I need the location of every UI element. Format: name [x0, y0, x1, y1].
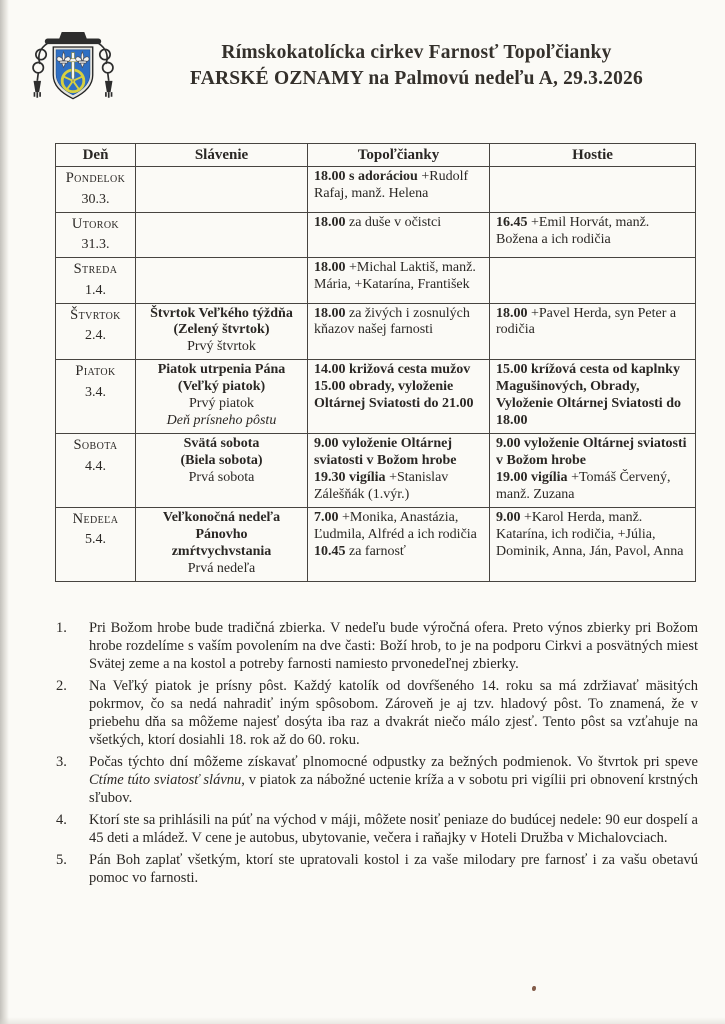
- text-run: Prvá sobota: [188, 469, 255, 485]
- day-cell: [56, 507, 136, 581]
- text-run: Na Veľký piatok je prísny pôst. Každý katolík od dovŕšeného 14. roku sa má zdržiavať mäsitých pokrmov, čo sa nedá nahradiť iným spôsobom. Zároveň je aj tzv. hladový pôst. To znamená, že v priebehu dňa sa môžeme najesť dosýta iba raz a dvakrát niečo málo zjesť. Tento pôst sa vzťahuje na všetkých, ktorí dosiahli 18. rok až do 60. roku.: [89, 677, 698, 748]
- text-run: (Zelený štvrtok): [173, 322, 270, 338]
- day-cell: [56, 303, 136, 360]
- announcement-number: 5.: [56, 851, 67, 868]
- text-run: Ctíme túto sviatosť slávnu: [89, 771, 242, 788]
- announcement-item: [53, 754, 698, 808]
- text-run: 9.00 vyloženie Oltárnej sviatosti v Božom hrobe: [496, 436, 687, 469]
- hostie-cell: [490, 258, 696, 303]
- cell-entry: [314, 215, 483, 232]
- mass-schedule-table: [55, 143, 696, 582]
- announcement-text: [89, 812, 698, 848]
- text-run: 16.45: [496, 214, 528, 230]
- announcements-list: [53, 620, 698, 892]
- text-run: 7.00: [314, 509, 339, 525]
- text-run: , v piatok za nábožné uctenie kríža a v sobotu pri vigílii pri obnovení krstných sľubov.: [89, 771, 698, 806]
- cell-entry: [314, 362, 483, 379]
- day-date: 4.4.: [85, 458, 106, 474]
- day-cell: [56, 258, 136, 303]
- text-run: za farnosť: [345, 543, 406, 559]
- announcement-text: [89, 678, 698, 750]
- slavenie-cell: [136, 434, 308, 508]
- cell-entry: [142, 561, 301, 578]
- cell-entry: [314, 306, 483, 340]
- announcement-item: [53, 852, 698, 888]
- text-run: 9.00: [496, 509, 521, 525]
- cell-entry: [314, 169, 483, 203]
- text-run: 19.30 vigília: [314, 469, 386, 485]
- cell-entry: [142, 396, 301, 413]
- text-run: Pán Boh zaplať všetkým, ktorí ste upratovali kostol i za vaše milodary pre farnosť i za vašu obetavú pomoc vo farnosti.: [89, 851, 698, 886]
- cell-entry: [314, 436, 483, 470]
- text-run: 18.00 s adoráciou: [314, 169, 418, 185]
- text-run: Ktorí ste sa prihlásili na púť na východ v máji, môžete nosiť peniaze do budúcej nedele: 90 eur dospelí a 45 deti a mládež. V cene je autobus, ubytovanie, večera i raňajky v Hoteli Družba v Michalovciach.: [89, 811, 698, 846]
- text-run: Pánovho: [195, 526, 248, 542]
- text-run: zmŕtvychvstania: [171, 543, 272, 559]
- text-run: +Stanislav Zálešňák (1.výr.): [314, 469, 449, 502]
- announcement-text: [89, 852, 698, 888]
- day-date: 1.4.: [85, 282, 106, 298]
- cell-entry: [496, 510, 689, 561]
- schedule-row: [56, 434, 696, 508]
- galero-crown: [59, 32, 87, 40]
- scan-edge-left: [0, 0, 9, 1024]
- text-run: +Michal Laktiš, manž. Mária, +Katarína, František: [314, 260, 476, 293]
- cell-entry: [496, 306, 689, 340]
- scan-edge-bottom: [0, 1017, 725, 1024]
- text-run: za živých i zosnulých kňazov našej farnosti: [314, 305, 470, 338]
- day-date: 5.4.: [85, 532, 106, 548]
- column-header-slavenie: Slávenie: [136, 144, 308, 167]
- text-run: (Biela sobota): [180, 453, 263, 469]
- hostie-cell: [490, 167, 696, 212]
- text-run: 18.00: [314, 260, 346, 276]
- text-run: Deň prísneho pôstu: [166, 413, 277, 429]
- hostie-cell: [490, 360, 696, 434]
- cell-entry: [496, 396, 689, 430]
- cell-entry: [496, 215, 689, 249]
- text-run: 19.00 vigília: [496, 469, 568, 485]
- text-run: 18.00: [496, 305, 528, 321]
- schedule-row: [56, 303, 696, 360]
- day-date: 31.3.: [81, 237, 110, 253]
- slavenie-cell: [136, 507, 308, 581]
- text-run: 14.00 križová cesta mužov: [314, 362, 471, 378]
- day-name: Sobota: [73, 437, 118, 454]
- day-cell: [56, 360, 136, 434]
- hostie-cell: [490, 507, 696, 581]
- slavenie-cell: [136, 303, 308, 360]
- parish-title: Rímskokatolícka cirkev Farnosť Topoľčianky: [221, 42, 612, 63]
- day-cell: [56, 212, 136, 257]
- text-run: za duše v očistci: [345, 214, 442, 230]
- announcement-number: 4.: [56, 811, 67, 828]
- hostie-cell: [490, 212, 696, 257]
- cell-entry: [142, 413, 301, 430]
- slavenie-cell: [136, 212, 308, 257]
- bulletin-title: FARSKÉ OZNAMY na Palmovú nedeľu A, 29.3.2026: [190, 67, 643, 89]
- cell-entry: [314, 544, 483, 561]
- day-cell: [56, 434, 136, 508]
- day-name: Štvrtok: [70, 306, 121, 323]
- topolcianky-cell: [308, 360, 490, 434]
- topolcianky-cell: [308, 507, 490, 581]
- topolcianky-cell: [308, 167, 490, 212]
- cell-entry: [496, 470, 689, 504]
- text-run: 18.00: [314, 305, 346, 321]
- announcement-item: [53, 678, 698, 750]
- topolcianky-cell: [308, 258, 490, 303]
- hostie-cell: [490, 434, 696, 508]
- cell-entry: [314, 260, 483, 294]
- column-header-den: Deň: [56, 144, 136, 167]
- schedule-row: [56, 507, 696, 581]
- text-run: 10.45: [314, 543, 346, 559]
- cell-entry: [142, 362, 301, 379]
- text-run: +Tomáš Červený, manž. Zuzana: [496, 469, 671, 502]
- text-run: Štvrtok Veľkého týždňa: [150, 305, 293, 321]
- cell-entry: [142, 339, 301, 356]
- text-run: +Emil Horvát, manž. Božena a ich rodičia: [496, 214, 650, 247]
- text-run: Prvá nedeľa: [187, 560, 256, 576]
- diocese-coat-of-arms-icon: [26, 28, 120, 128]
- column-header-topolcianky: Topoľčianky: [308, 144, 490, 167]
- day-cell: [56, 167, 136, 212]
- schedule-table-body: [56, 167, 696, 581]
- announcement-text: [89, 754, 698, 808]
- scan-speck: [532, 986, 536, 991]
- announcement-number: 1.: [56, 620, 67, 636]
- text-run: 15.00 krížová cesta od kaplnky Magušinových, Obrady,: [496, 362, 680, 395]
- text-run: Svätá sobota: [183, 436, 260, 452]
- announcement-item: [53, 812, 698, 848]
- cell-entry: [142, 510, 301, 527]
- hostie-cell: [490, 303, 696, 360]
- announcement-item: [53, 620, 698, 674]
- day-date: 30.3.: [81, 191, 110, 207]
- text-run: +Monika, Anastázia, Ľudmila, Alfréd a ich rodičia: [314, 509, 477, 542]
- text-run: Počas týchto dní môžeme získavať plnomocné odpustky za bežných podmienok. Vo štvrtok pri speve: [89, 753, 698, 770]
- text-run: 18.00: [314, 214, 346, 230]
- text-run: Prvý piatok: [189, 396, 254, 412]
- announcement-number: 2.: [56, 677, 67, 694]
- day-date: 3.4.: [85, 384, 106, 400]
- text-run: Piatok utrpenia Pána: [157, 362, 286, 378]
- column-header-hostie: Hostie: [490, 144, 696, 167]
- text-run: +Pavel Herda, syn Peter a rodičia: [496, 305, 677, 338]
- text-run: (Veľký piatok): [177, 379, 266, 395]
- day-name: Pondelok: [65, 170, 126, 187]
- cell-entry: [496, 362, 689, 396]
- schedule-row: [56, 212, 696, 257]
- text-run: +Rudolf Rafaj, manž. Helena: [314, 169, 469, 202]
- day-name: Nedeľa: [72, 510, 119, 527]
- day-name: Streda: [73, 261, 118, 278]
- topolcianky-cell: [308, 212, 490, 257]
- cell-entry: [142, 379, 301, 396]
- schedule-row: [56, 258, 696, 303]
- text-run: +Karol Herda, manž. Katarína, ich rodičia, +Júlia, Dominik, Anna, Ján, Pavol, Anna: [496, 509, 684, 559]
- cell-entry: [314, 470, 483, 504]
- galero-brim: [45, 39, 101, 45]
- cell-entry: [142, 453, 301, 470]
- text-run: 9.00 vyloženie Oltárnej sviatosti v Božom hrobe: [314, 436, 457, 469]
- cell-entry: [314, 379, 483, 413]
- text-run: Veľkonočná nedeľa: [162, 509, 281, 525]
- document-header: [118, 40, 715, 91]
- cell-entry: [314, 510, 483, 544]
- text-run: Prvý štvrtok: [187, 339, 256, 355]
- text-run: Vyloženie Oltárnej Sviatosti do 18.00: [496, 396, 681, 429]
- slavenie-cell: [136, 360, 308, 434]
- topolcianky-cell: [308, 434, 490, 508]
- day-date: 2.4.: [85, 328, 106, 344]
- slavenie-cell: [136, 167, 308, 212]
- schedule-row: [56, 167, 696, 212]
- cell-entry: [142, 306, 301, 323]
- slavenie-cell: [136, 258, 308, 303]
- announcement-text: [89, 620, 698, 674]
- day-name: Utorok: [71, 215, 120, 232]
- text-run: Pri Božom hrobe bude tradičná zbierka. V nedeľu bude výročná ofera. Preto výnos zbierky pri Božom hrobe rozdelíme s vaším povolením na dve časti: Boží hrob, to je na podporu Cirkvi a posvätných miest Svätej zeme a na kostol a potreby farnosti namiesto prvonedeľnej zbierky.: [89, 620, 698, 672]
- schedule-header-row: [56, 144, 696, 167]
- cell-entry: [496, 436, 689, 470]
- topolcianky-cell: [308, 303, 490, 360]
- schedule-row: [56, 360, 696, 434]
- text-run: 15.00 obrady, vyloženie Oltárnej Sviatosti do 21.00: [314, 379, 474, 412]
- day-name: Piatok: [75, 363, 116, 380]
- cell-entry: [142, 470, 301, 487]
- cell-entry: [142, 527, 301, 544]
- cell-entry: [142, 544, 301, 561]
- cell-entry: [142, 322, 301, 339]
- announcement-number: 3.: [56, 753, 67, 770]
- cell-entry: [142, 436, 301, 453]
